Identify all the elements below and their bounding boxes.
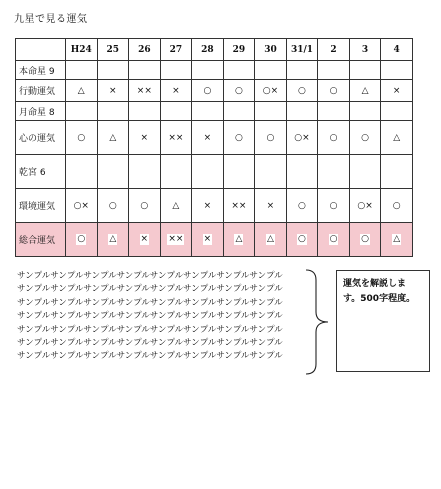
table-cell: ○: [318, 189, 350, 223]
table-cell: [66, 102, 98, 121]
table-cell: [286, 155, 318, 189]
table-cell: ○×: [66, 189, 98, 223]
total-mark: ○: [329, 234, 338, 244]
table-cell: ×: [97, 80, 129, 102]
sample-line: サンプルサンプルサンプルサンプルサンプルサンプルサンプルサンプル: [17, 324, 283, 335]
note-line: す。500字程度。: [343, 294, 416, 304]
table-cell: ××: [129, 80, 161, 102]
table-cell: [66, 61, 98, 80]
header-cell: 27: [160, 39, 192, 61]
table-cell: ×: [255, 189, 287, 223]
row-label: 乾宮 6: [16, 155, 66, 189]
header-cell: 3: [349, 39, 381, 61]
total-mark: △: [109, 234, 117, 244]
total-mark: △: [393, 234, 401, 244]
table-cell: [349, 155, 381, 189]
header-cell: 28: [192, 39, 224, 61]
table-cell: [318, 61, 350, 80]
table-cell: [255, 155, 287, 189]
table-cell: △: [97, 121, 129, 155]
table-cell: [192, 102, 224, 121]
table-cell: [160, 102, 192, 121]
total-mark: ××: [168, 234, 184, 244]
note-line: 運気を解説しま: [343, 279, 407, 289]
table-header-row: [16, 39, 413, 61]
row-label: 本命星 9: [16, 61, 66, 80]
table-cell: [318, 223, 350, 257]
header-cell: 26: [129, 39, 161, 61]
sample-line: サンプルサンプルサンプルサンプルサンプルサンプルサンプルサンプル: [17, 284, 283, 295]
table-cell: [129, 155, 161, 189]
table-cell: ○: [349, 121, 381, 155]
table-cell: [286, 223, 318, 257]
table-cell: [192, 155, 224, 189]
table-cell: [349, 61, 381, 80]
header-cell: 31/1: [286, 39, 318, 61]
table-cell: [223, 102, 255, 121]
header-cell: 29: [223, 39, 255, 61]
total-mark: ○: [77, 234, 86, 244]
table-cell: ×: [192, 121, 224, 155]
table-cell: ××: [160, 121, 192, 155]
table-cell: [381, 223, 413, 257]
sample-line: サンプルサンプルサンプルサンプルサンプルサンプルサンプルサンプル: [17, 351, 283, 362]
sample-text-block: [17, 270, 283, 364]
table-cell: [192, 223, 224, 257]
table-cell: ○: [255, 121, 287, 155]
table-cell: ××: [223, 189, 255, 223]
table-cell: [349, 102, 381, 121]
sample-line: サンプルサンプルサンプルサンプルサンプルサンプルサンプルサンプル: [17, 297, 283, 308]
table-cell: ○: [381, 189, 413, 223]
table-cell: [255, 223, 287, 257]
sample-line: サンプルサンプルサンプルサンプルサンプルサンプルサンプルサンプル: [17, 271, 283, 281]
table-cell: [66, 223, 98, 257]
header-cell: H24: [66, 39, 98, 61]
table-cell: ○: [318, 121, 350, 155]
header-cell: [16, 39, 66, 61]
table-cell: ×: [381, 80, 413, 102]
table-cell: [223, 155, 255, 189]
row-label: 行動運気: [16, 80, 66, 102]
table-cell: [255, 61, 287, 80]
table-row: [16, 102, 413, 121]
header-cell: 4: [381, 39, 413, 61]
table-cell: [66, 155, 98, 189]
table-cell: [129, 61, 161, 80]
table-cell: [223, 223, 255, 257]
header-cell: 25: [97, 39, 129, 61]
table-cell: ×: [192, 189, 224, 223]
table-cell: ○: [318, 80, 350, 102]
table-row: [16, 121, 413, 155]
table-cell: [381, 61, 413, 80]
table-cell: ○×: [349, 189, 381, 223]
row-label: 総合運気: [16, 223, 66, 257]
header-cell: 2: [318, 39, 350, 61]
table-cell: [286, 102, 318, 121]
sample-line: サンプルサンプルサンプルサンプルサンプルサンプルサンプルサンプル: [17, 311, 283, 322]
table-cell: ○: [129, 189, 161, 223]
table-cell: [381, 155, 413, 189]
table-cell: ○×: [255, 80, 287, 102]
total-mark: △: [235, 234, 243, 244]
table-cell: ○: [223, 80, 255, 102]
table-cell: [318, 155, 350, 189]
table-cell: ×: [129, 121, 161, 155]
table-cell: [97, 61, 129, 80]
table-cell: [129, 102, 161, 121]
total-mark: ×: [203, 234, 212, 244]
total-mark: ○: [361, 234, 369, 244]
table-cell: ○: [223, 121, 255, 155]
table-cell: [129, 223, 161, 257]
table-cell: △: [381, 121, 413, 155]
right-brace-icon: [304, 268, 330, 376]
table-cell: ○: [97, 189, 129, 223]
table-cell: ○×: [286, 121, 318, 155]
table-cell: [97, 223, 129, 257]
table-cell: [223, 61, 255, 80]
total-mark: △: [266, 234, 274, 244]
note-box: [336, 270, 430, 372]
table-cell: [160, 155, 192, 189]
table-cell: △: [349, 80, 381, 102]
table-cell: ○: [286, 189, 318, 223]
table-row: [16, 155, 413, 189]
table-cell: [381, 102, 413, 121]
table-cell: [97, 102, 129, 121]
total-mark: ×: [140, 234, 149, 244]
table-cell: △: [160, 189, 192, 223]
fortune-table: [15, 38, 413, 257]
table-row-total: [16, 223, 413, 257]
table-cell: [192, 61, 224, 80]
table-cell: ○: [66, 121, 98, 155]
table-cell: [255, 102, 287, 121]
page-title: 九星で見る運気: [14, 14, 88, 25]
total-mark: ○: [298, 234, 306, 244]
table-cell: [349, 223, 381, 257]
table-cell: [286, 61, 318, 80]
table-cell: [97, 155, 129, 189]
table-cell: ×: [160, 80, 192, 102]
table-cell: [160, 223, 192, 257]
table-row: [16, 61, 413, 80]
table-row: [16, 189, 413, 223]
table-cell: [160, 61, 192, 80]
table-cell: ○: [192, 80, 224, 102]
table-cell: △: [66, 80, 98, 102]
sample-line: サンプルサンプルサンプルサンプルサンプルサンプルサンプルサンプル: [17, 338, 283, 349]
table-cell: ○: [286, 80, 318, 102]
header-cell: 30: [255, 39, 287, 61]
row-label: 月命星 8: [16, 102, 66, 121]
row-label: 環境運気: [16, 189, 66, 223]
table-cell: [318, 102, 350, 121]
row-label: 心の運気: [16, 121, 66, 155]
table-row: [16, 80, 413, 102]
